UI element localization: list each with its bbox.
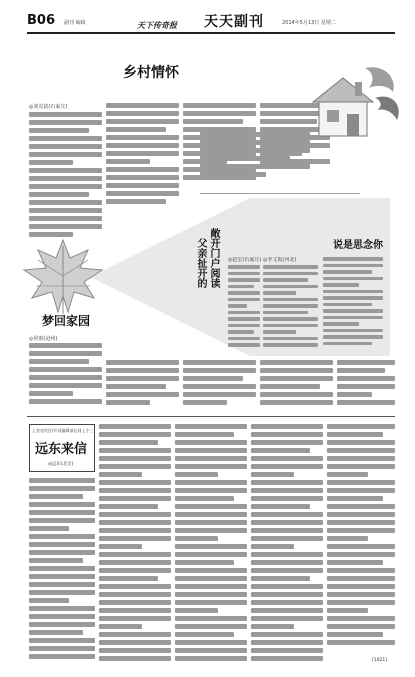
page-code: B06 bbox=[27, 13, 55, 28]
village-byline: ◎刘克富(石家庄) bbox=[29, 104, 68, 110]
dream-col-3 bbox=[183, 360, 256, 413]
faraway-col-3 bbox=[175, 424, 247, 668]
dream-col-1 bbox=[29, 343, 102, 413]
masthead-rule bbox=[27, 32, 395, 34]
house-illustration bbox=[305, 58, 405, 146]
dream-col-5 bbox=[337, 360, 395, 413]
faraway-col-1 bbox=[29, 478, 95, 668]
faraway-header-box bbox=[29, 424, 95, 472]
poem-block-left bbox=[263, 265, 318, 347]
poem-block-right bbox=[323, 257, 383, 347]
faraway-col-2 bbox=[99, 424, 171, 668]
maple-leaf-illustration bbox=[18, 236, 108, 316]
mid-separator bbox=[27, 416, 395, 417]
father-byline: ◎赵宏(石家庄) bbox=[228, 257, 262, 263]
logo-text: 天下传奇报 bbox=[137, 20, 177, 30]
faraway-title: 远东来信 bbox=[35, 442, 88, 457]
faraway-col-4 bbox=[251, 424, 323, 668]
dream-title: 梦回家园 bbox=[42, 314, 91, 328]
paper-logo bbox=[137, 13, 195, 30]
faraway-end-mark: [1021] bbox=[372, 658, 387, 663]
dream-byline: ◎侯雨(沧州) bbox=[29, 336, 58, 342]
poem-title: 说是思念你 bbox=[333, 240, 383, 251]
masthead bbox=[0, 0, 415, 30]
dream-col-4 bbox=[260, 360, 333, 413]
village-title: 乡村情怀 bbox=[123, 65, 179, 81]
village-col-5 bbox=[200, 132, 310, 188]
masthead-meta: 副刊 编辑 bbox=[64, 20, 86, 26]
father-title-col2: 父亲扯开的 bbox=[195, 238, 206, 288]
top-separator bbox=[200, 193, 360, 194]
father-title-col1: 敞开门户阅读 bbox=[208, 228, 219, 288]
section-title: 天天副刊 bbox=[204, 14, 264, 30]
faraway-col-5 bbox=[327, 424, 395, 656]
masthead-date: 2014年5月13日 星期二 bbox=[282, 20, 336, 26]
faraway-header-small: 上官亮坎任/开设编辑部长到上个三 bbox=[32, 428, 94, 433]
faraway-byline: ◎远东(北京) bbox=[48, 462, 74, 467]
poem-byline-left: ◎李文霞(河北) bbox=[263, 257, 297, 263]
dream-col-2 bbox=[106, 360, 179, 413]
father-text bbox=[228, 265, 260, 347]
village-col-2 bbox=[106, 103, 179, 213]
